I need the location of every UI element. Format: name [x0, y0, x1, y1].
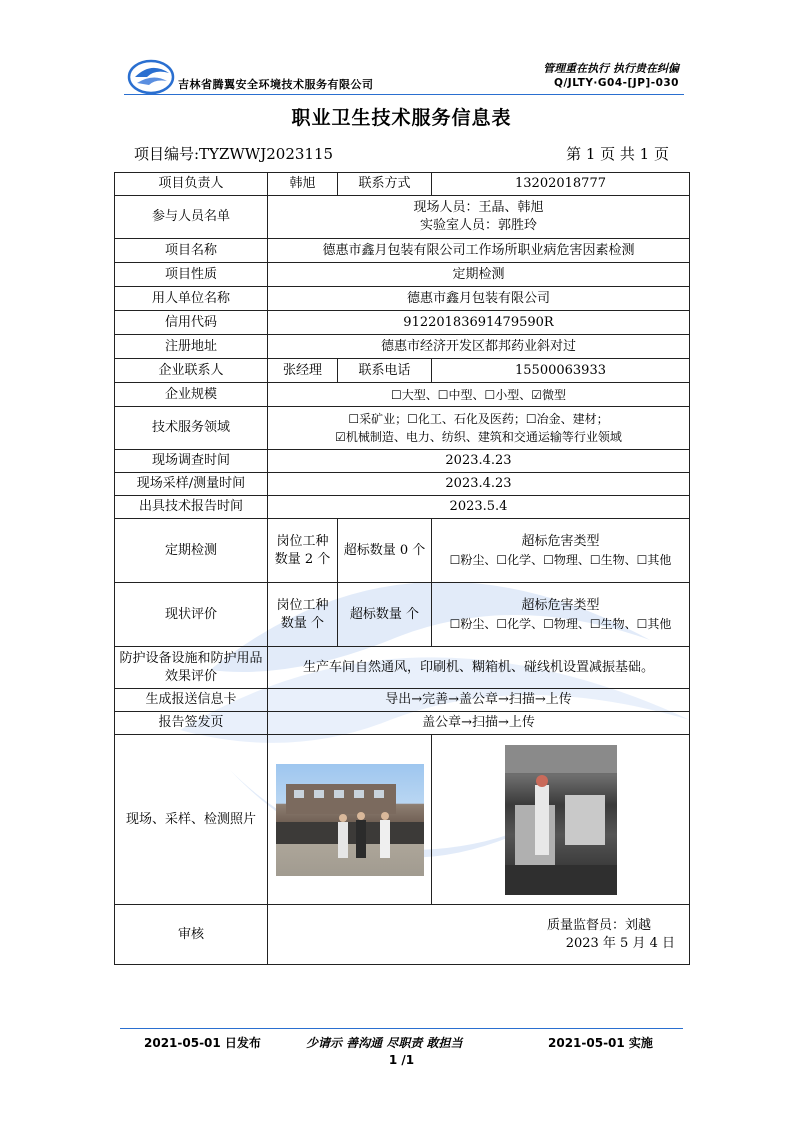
periodic-hazard — [432, 519, 690, 583]
value-sign: 盖公章→扫描→上传 — [268, 712, 690, 735]
label-report-time: 出具技术报告时间 — [115, 496, 268, 519]
label-sampling-time: 现场采样/测量时间 — [115, 473, 268, 496]
label-survey-time: 现场调查时间 — [115, 450, 268, 473]
label-status: 现状评价 — [115, 583, 268, 647]
page-info: 第 1 页 共 1 页 — [566, 145, 669, 163]
project-number: 项目编号:TYZWWJ2023115 — [134, 145, 334, 163]
value-review — [268, 905, 690, 965]
value-leader: 韩旭 — [268, 173, 338, 196]
effective-date: 2021-05-01 实施 — [548, 1036, 653, 1050]
label-leader: 项目负责人 — [115, 173, 268, 196]
domain-line-1: ☐采矿业；☐化工、石化及医药；☐冶金、建材； — [348, 412, 609, 426]
participants-site: 现场人员：王晶、韩旭 — [413, 200, 544, 215]
label-employer: 用人单位名称 — [115, 287, 268, 311]
supervisor: 质量监督员：刘越 — [546, 917, 651, 933]
status-posts: 岗位工种数量 个 — [268, 583, 338, 647]
label-domain: 技术服务领域 — [115, 407, 268, 450]
info-table — [114, 172, 690, 965]
label-photos: 现场、采样、检测照片 — [115, 735, 268, 905]
label-participants: 参与人员名单 — [115, 196, 268, 239]
participants-lab: 实验室人员：郭胜玲 — [419, 218, 537, 233]
value-address: 德惠市经济开发区都邦药业斜对过 — [268, 335, 690, 359]
value-survey-time: 2023.4.23 — [268, 450, 690, 473]
periodic-exceed: 超标数量 0 个 — [338, 519, 432, 583]
site-photo-building — [276, 764, 424, 876]
value-employer: 德惠市鑫月包装有限公司 — [268, 287, 690, 311]
photo-cell-2 — [432, 735, 690, 905]
status-hazard-label: 超标危害类型 — [521, 597, 600, 613]
value-card: 导出→完善→盖公章→扫描→上传 — [268, 689, 690, 712]
site-photo-workshop — [505, 745, 617, 895]
value-participants — [268, 196, 690, 239]
value-contact: 13202018777 — [432, 173, 690, 196]
photo-cell-1 — [268, 735, 432, 905]
document-code: Q/JLTY·G04-[JP]-030 — [554, 77, 679, 89]
value-phone: 15500063933 — [432, 359, 690, 383]
review-date: 2023 年 5 月 4 日 — [565, 935, 675, 951]
label-review: 审核 — [115, 905, 268, 965]
value-enterprise-contact: 张经理 — [268, 359, 338, 383]
status-hazard-types: ☐粉尘、☐化学、☐物理、☐生物、☐其他 — [449, 616, 672, 631]
periodic-hazard-label: 超标危害类型 — [521, 533, 600, 549]
page-number: 1 /1 — [388, 1053, 415, 1067]
value-domain — [268, 407, 690, 450]
status-exceed: 超标数量 个 — [338, 583, 432, 647]
company-logo — [127, 55, 175, 95]
label-project-name: 项目名称 — [115, 239, 268, 263]
status-hazard — [432, 583, 690, 647]
domain-line-2: ☑机械制造、电力、纺织、建筑和交通运输等行业领域 — [335, 430, 622, 444]
value-scale: ☐大型、☐中型、☐小型、☑微型 — [268, 383, 690, 407]
page-title: 职业卫生技术服务信息表 — [291, 107, 512, 129]
label-enterprise-contact: 企业联系人 — [115, 359, 268, 383]
value-credit: 91220183691479590R — [268, 311, 690, 335]
label-card: 生成报送信息卡 — [115, 689, 268, 712]
motto: 管理重在执行 执行贵在纠偏 — [543, 62, 679, 75]
label-protection: 防护设备设施和防护用品效果评价 — [115, 647, 268, 689]
label-credit: 信用代码 — [115, 311, 268, 335]
company-name: 吉林省腾翼安全环境技术服务有限公司 — [178, 78, 374, 91]
value-nature: 定期检测 — [268, 263, 690, 287]
label-contact: 联系方式 — [338, 173, 432, 196]
value-project-name: 德惠市鑫月包装有限公司工作场所职业病危害因素检测 — [268, 239, 690, 263]
periodic-posts: 岗位工种数量 2 个 — [268, 519, 338, 583]
label-address: 注册地址 — [115, 335, 268, 359]
label-sign: 报告签发页 — [115, 712, 268, 735]
periodic-hazard-types: ☐粉尘、☐化学、☐物理、☐生物、☐其他 — [449, 552, 672, 567]
label-phone: 联系电话 — [338, 359, 432, 383]
value-report-time: 2023.5.4 — [268, 496, 690, 519]
issued-date: 2021-05-01 日发布 — [144, 1036, 261, 1050]
footer-slogan: 少请示 善沟通 尽职责 敢担当 — [306, 1036, 463, 1050]
footer-rule — [120, 1028, 683, 1029]
label-periodic: 定期检测 — [115, 519, 268, 583]
header-rule — [124, 94, 684, 95]
value-sampling-time: 2023.4.23 — [268, 473, 690, 496]
value-protection: 生产车间自然通风，印刷机、糊箱机、碰线机设置减振基础。 — [268, 647, 690, 689]
label-scale: 企业规模 — [115, 383, 268, 407]
label-nature: 项目性质 — [115, 263, 268, 287]
